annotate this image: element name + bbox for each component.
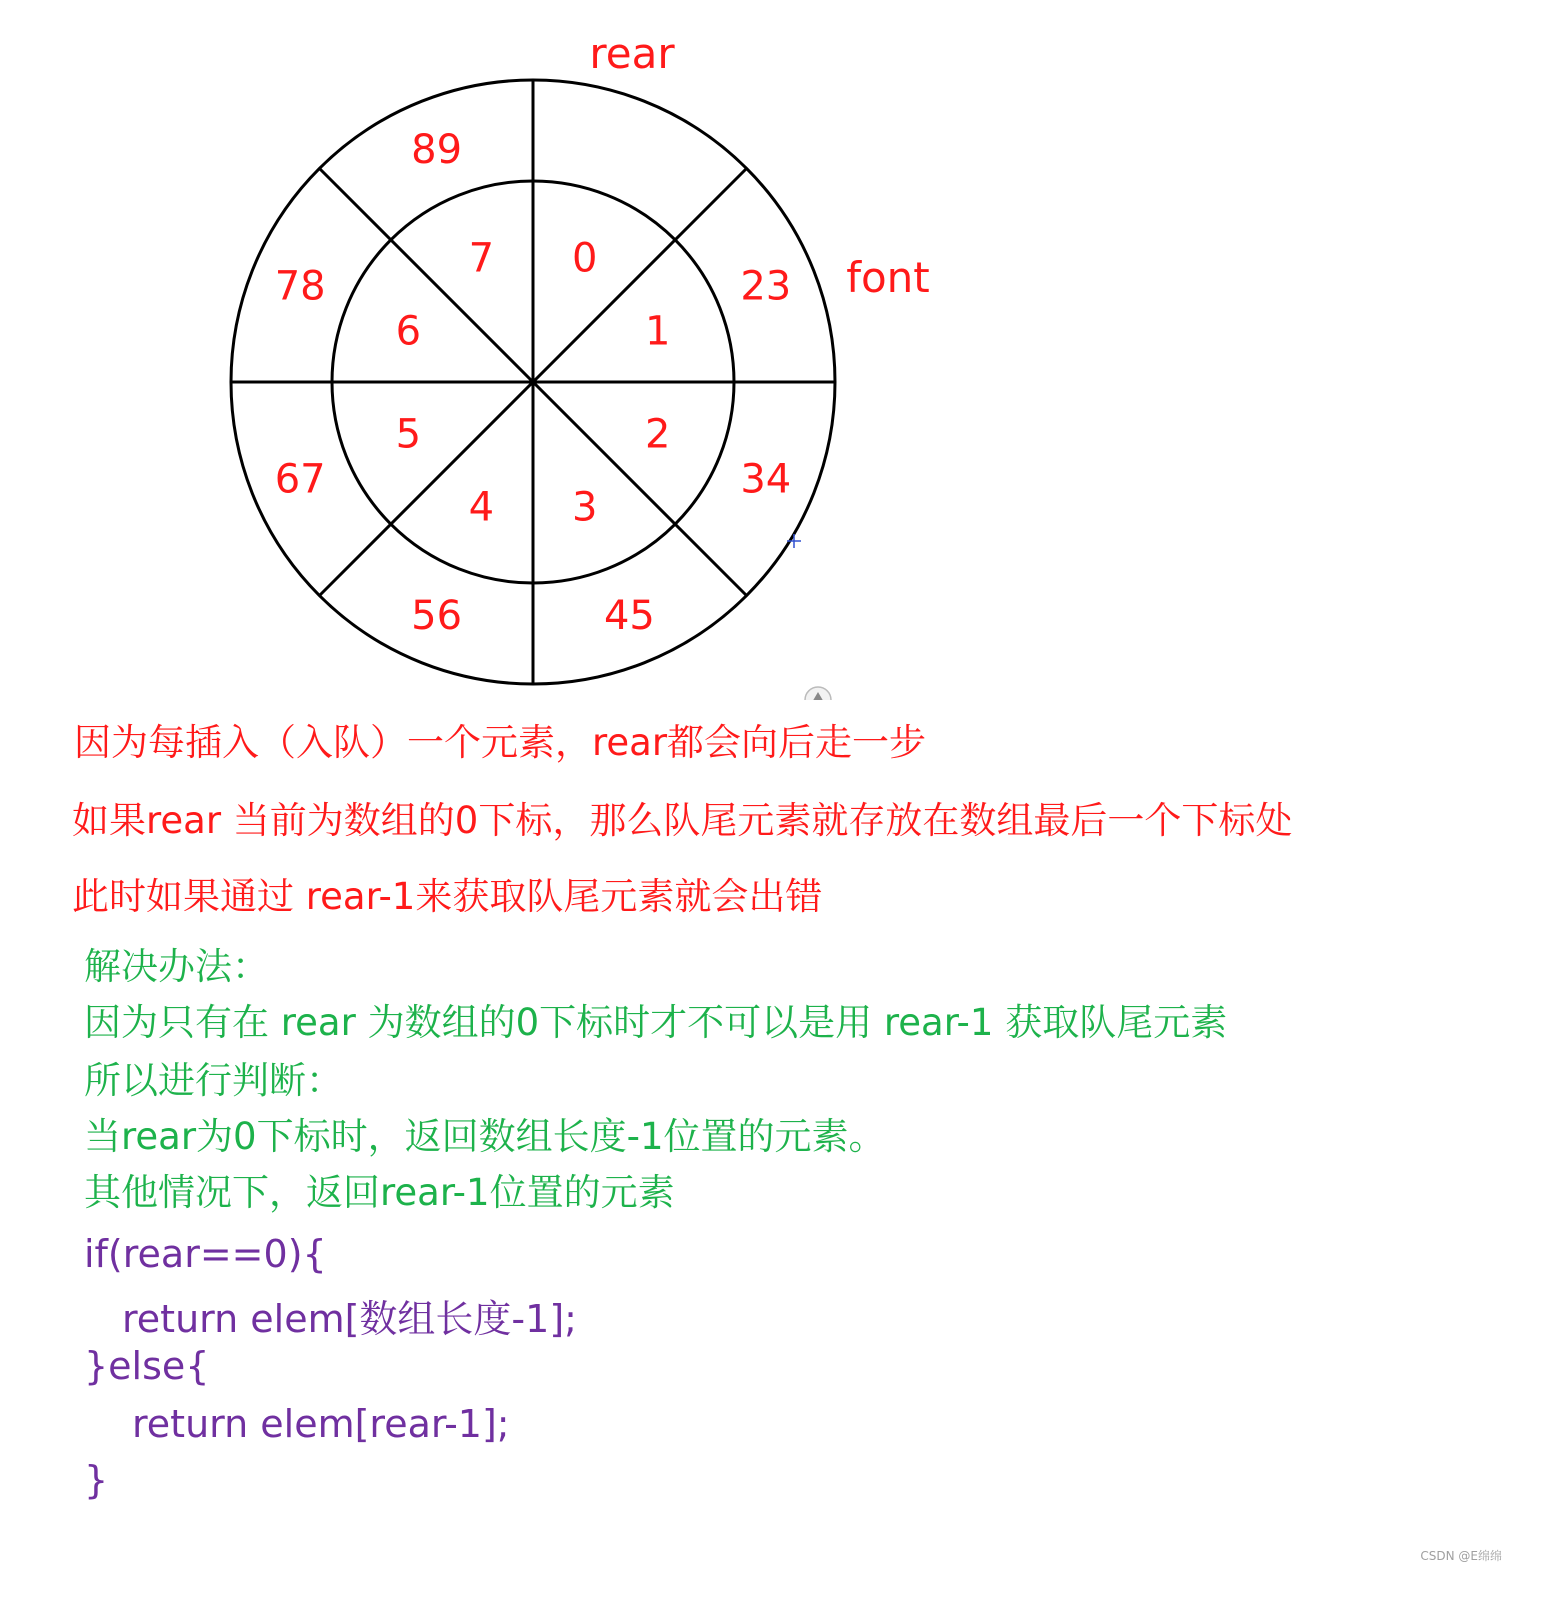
ring-shapes bbox=[231, 80, 835, 684]
outer-value-78: 78 bbox=[274, 263, 326, 310]
inner-index-7: 7 bbox=[468, 235, 495, 282]
solution-line-4: 其他情况下，返回rear-1位置的元素 bbox=[84, 1171, 675, 1214]
cursor-cross-mark bbox=[787, 534, 801, 548]
note-red-1: 因为每插入（入队）一个元素，rear都会向后走一步 bbox=[74, 721, 927, 764]
code-line-1: if(rear==0){ bbox=[84, 1232, 327, 1276]
solution-heading: 解决办法： bbox=[84, 945, 269, 988]
note-red-2: 如果rear 当前为数组的0下标，那么队尾元素就存放在数组最后一个下标处 bbox=[72, 799, 1293, 842]
code-line-2: return elem[数组长度-1]; bbox=[122, 1297, 577, 1341]
font-pointer-label: font bbox=[846, 253, 930, 302]
sector-divider bbox=[533, 382, 747, 596]
inner-index-6: 6 bbox=[395, 308, 422, 355]
inner-index-1: 1 bbox=[644, 308, 671, 355]
scroll-up-arrow-icon[interactable] bbox=[805, 687, 831, 700]
inner-index-2: 2 bbox=[644, 411, 671, 458]
outer-value-23: 23 bbox=[740, 263, 792, 310]
code-line-3: }else{ bbox=[84, 1344, 210, 1388]
outer-value-45: 45 bbox=[603, 592, 655, 639]
inner-index-0: 0 bbox=[571, 235, 598, 282]
inner-index-5: 5 bbox=[395, 411, 422, 458]
inner-index-4: 4 bbox=[468, 484, 495, 531]
sector-divider bbox=[320, 169, 534, 383]
code-line-5: } bbox=[84, 1458, 109, 1502]
outer-value-34: 34 bbox=[740, 456, 792, 503]
solution-line-2: 所以进行判断： bbox=[84, 1059, 343, 1102]
rear-pointer-label: rear bbox=[589, 29, 675, 78]
solution-line-3: 当rear为0下标时，返回数组长度-1位置的元素。 bbox=[84, 1115, 886, 1158]
solution-line-1: 因为只有在 rear 为数组的0下标时才不可以是用 rear-1 获取队尾元素 bbox=[84, 1001, 1228, 1044]
sector-divider bbox=[320, 382, 534, 596]
sector-divider bbox=[533, 169, 747, 383]
outer-value-56: 56 bbox=[411, 592, 463, 639]
circular-queue-diagram bbox=[0, 0, 1554, 700]
outer-value-67: 67 bbox=[274, 456, 326, 503]
code-line-4: return elem[rear-1]; bbox=[132, 1402, 510, 1446]
outer-value-89: 89 bbox=[411, 127, 463, 174]
note-red-3: 此时如果通过 rear-1来获取队尾元素就会出错 bbox=[72, 875, 823, 918]
inner-index-3: 3 bbox=[571, 484, 598, 531]
watermark: CSDN @E绵绵 bbox=[1420, 1549, 1502, 1563]
